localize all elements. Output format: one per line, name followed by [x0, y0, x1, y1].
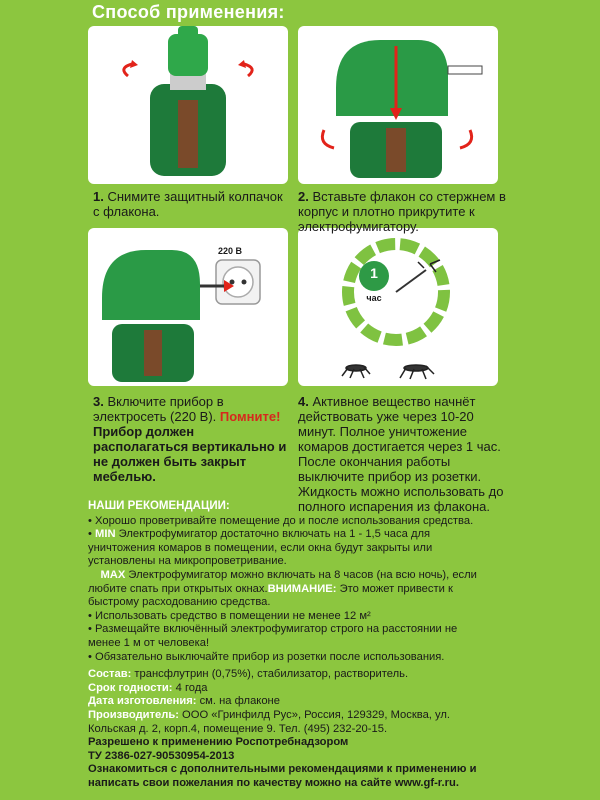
step-1-text: Снимите защитный колпачок с флакона.	[93, 189, 283, 219]
step-3-text: Включите прибор в электросеть (220 В).	[93, 394, 224, 424]
shelf-life-label: Срок годности:	[88, 681, 173, 694]
mosquito-icon	[342, 365, 434, 379]
rec-min-label: MIN	[95, 528, 116, 541]
rec-ventilate: • Хорошо проветривайте помещение до и после использования средства.	[88, 514, 474, 527]
rec-min-text: Электрофумигатор достаточно включать на 1 - 1,5 часа для уничтожения комаров в помещении, если окна будут закрыты или установлены на микропроветривание.	[88, 528, 433, 568]
illustration-remove-cap	[88, 26, 288, 184]
rec-max	[88, 569, 488, 610]
rec-distance: • Размещайте включённый электрофумигатор строго на расстоянии не менее 1 м от человека!	[88, 623, 458, 649]
manufacture-date-label: Дата изготовления:	[88, 695, 197, 708]
composition-line	[88, 668, 488, 682]
step-1-number: 1.	[93, 189, 104, 204]
step-3-warning-text: Прибор должен располагаться вертикально и не должен быть закрыт мебелью.	[93, 424, 287, 484]
step-3-number: 3.	[93, 394, 104, 409]
manufacturer-line	[88, 709, 488, 736]
step-1	[93, 189, 283, 219]
manufacture-date-line	[88, 695, 488, 709]
rec-attention-text: Это может привести к быстрому расходованию средства.	[88, 582, 453, 609]
footer-line: Ознакомиться с дополнительными рекомендациями к применению и написать свои пожелания по качеству можно на сайте www.gf-r.ru.	[88, 763, 477, 789]
step-2	[298, 189, 508, 234]
composition-label: Состав:	[88, 668, 132, 681]
step-3	[93, 394, 288, 484]
socket-voltage-label: 220 В	[218, 246, 243, 256]
rec-min-bullet: •	[88, 528, 96, 541]
manufacturer-value: ООО «Гринфилд Рус», Россия, 129329, Москва, ул. Кольская д. 2, корп.4, помещение 9. Тел. (495) 232-20-15.	[88, 708, 451, 735]
recommendations	[88, 500, 488, 790]
product-info	[88, 668, 488, 790]
shelf-life-line	[88, 682, 488, 696]
step-4-number: 4.	[298, 394, 309, 409]
step-4-text: Активное вещество начнёт действовать уже через 10-20 минут. Полное уничтожение комаров достигается через 1 час. После окончания работы выключите прибор из розетки. Жидкость можно использовать до полного испарения из флакона.	[298, 394, 504, 514]
rec-min	[88, 528, 488, 569]
recommendations-title: НАШИ РЕКОМЕНДАЦИИ:	[88, 500, 230, 512]
timer-illustration	[298, 228, 498, 386]
composition-value: трансфлутрин (0,75%), стабилизатор, растворитель.	[131, 668, 409, 681]
rec-area: • Использовать средство в помещении не менее 12 м²	[88, 609, 371, 622]
step-3-warning-label: Помните!	[219, 409, 281, 424]
rec-unplug: • Обязательно выключайте прибор из розетки после использования.	[88, 650, 445, 663]
illustration-insert-bottle	[298, 26, 498, 184]
rec-max-label: MAX	[100, 568, 126, 581]
rec-max-text: Электрофумигатор можно включать на 8 часов (на всю ночь), если любите спать при открытых окнах.	[88, 568, 477, 595]
illustration-timer	[298, 228, 498, 386]
rec-attention-label: ВНИМАНИЕ:	[267, 582, 337, 595]
section-heading: Способ применения:	[92, 2, 285, 22]
plug-socket-illustration	[88, 228, 288, 386]
clock-unit: час	[366, 293, 382, 303]
bottle-cap-illustration	[88, 26, 288, 184]
manufacturer-label: Производитель:	[88, 708, 179, 721]
step-2-number: 2.	[298, 189, 309, 204]
device-insert-illustration	[298, 26, 498, 184]
step-4	[298, 394, 508, 514]
illustration-plug-in	[88, 228, 288, 386]
step-2-text: Вставьте флакон со стержнем в корпус и плотно прикрутите к электрофумигатору.	[298, 189, 506, 234]
clock-number: 1	[370, 265, 378, 281]
tu-line: ТУ 2386-027-90530954-2013	[88, 749, 235, 762]
manufacture-date-value: см. на флаконе	[196, 695, 280, 708]
shelf-life-value: 4 года	[172, 681, 208, 694]
permit-line: Разрешено к применению Роспотребнадзором	[88, 736, 349, 749]
